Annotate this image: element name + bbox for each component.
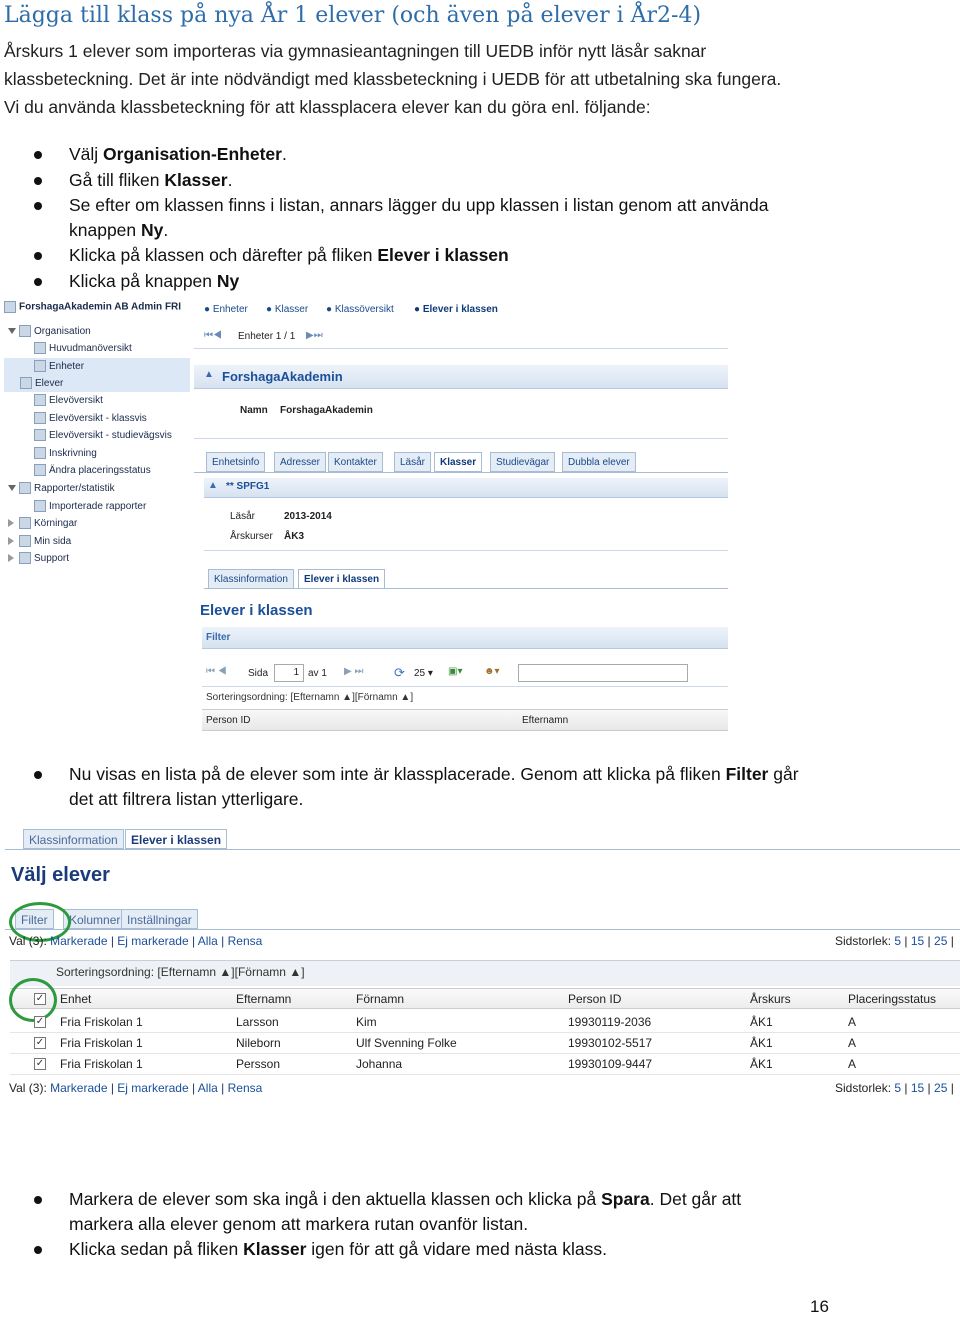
pager-bar	[194, 327, 728, 349]
tab-students-in-class[interactable]: ● Elever i klassen	[414, 304, 498, 315]
bullet	[34, 1196, 42, 1204]
table-row[interactable]	[10, 1054, 960, 1075]
folder-icon	[19, 552, 31, 564]
tab-study-paths[interactable]: Studievägar	[490, 452, 555, 472]
step-mark-students: Markera de elever som ska ingå i den aktuella klassen och klicka på Spara. Det går att markera alla elever genom att markera rutan ovanför listan.	[69, 1189, 742, 1234]
bullet	[34, 252, 42, 260]
tree-item-placement-status[interactable]: Ändra placeringsstatus	[34, 462, 151, 479]
step-click-new: Klicka på knappen Ny	[69, 271, 240, 291]
tab-class-students[interactable]: Elever i klassen	[298, 569, 385, 589]
tree-item-overview-class[interactable]: Elevöversikt - klassvis	[34, 410, 147, 427]
intro-line-2: klassbeteckning. Det är inte nödvändigt med klassbeteckning i UEDB för att utbetalning ska fungera.	[4, 69, 782, 89]
tree-item-overview[interactable]: Huvudmanöversikt	[34, 340, 132, 357]
tree-item-students[interactable]: Elever	[4, 375, 190, 392]
step-check-class: Se efter om klassen finns i listan, annars lägger du upp klassen i listan genom att använda knappen Ny.	[69, 195, 769, 240]
tab-duplicate-students[interactable]: Dubbla elever	[562, 452, 636, 472]
page-input[interactable]: 1	[274, 664, 304, 682]
row-checkbox[interactable]: ✓	[35, 1058, 45, 1069]
cell-grade: ÅK1	[750, 1015, 773, 1029]
panel-header	[194, 365, 728, 389]
page-number: 16	[810, 1297, 829, 1316]
cell-first-name: Kim	[356, 1015, 377, 1029]
page-icon	[34, 500, 46, 512]
bullet	[34, 1246, 42, 1254]
col-grade[interactable]: Årskurs	[750, 992, 791, 1006]
tab-class-info[interactable]: Klassinformation	[208, 569, 294, 589]
folder-icon	[19, 517, 31, 529]
tab-klasser[interactable]: Klasser	[434, 452, 482, 472]
screenshot-units-classes	[4, 293, 728, 738]
cell-grade: ÅK1	[750, 1057, 773, 1071]
cell-grade: ÅK1	[750, 1036, 773, 1050]
panel-body	[194, 389, 728, 439]
cell-last-name: Nileborn	[236, 1036, 281, 1050]
page-icon	[34, 447, 46, 459]
page-heading: Lägga till klass på nya År 1 elever (och även på elever i År2-4)	[4, 3, 702, 28]
cell-placement: A	[848, 1036, 857, 1050]
tab-addresses[interactable]: Adresser	[274, 452, 326, 472]
sort-bar	[10, 960, 960, 986]
link-clear[interactable]: Rensa	[227, 934, 263, 948]
collapse-icon[interactable]: ▲	[208, 480, 218, 491]
grades-value: ÅK3	[284, 531, 305, 542]
table-row[interactable]	[10, 1012, 960, 1033]
top-tab-bar	[194, 301, 728, 323]
tab-settings[interactable]: Inställningar	[121, 909, 198, 929]
col-last-name[interactable]: Efternamn	[236, 992, 292, 1006]
col-person-id[interactable]: Person ID	[568, 992, 622, 1006]
grades-label: Årskurser	[230, 531, 273, 542]
tree-item-enrollment[interactable]: Inskrivning	[34, 445, 97, 462]
collapsed-icon	[8, 519, 14, 527]
step-click-class: Klicka på klassen och därefter på fliken Elever i klassen	[69, 245, 509, 265]
class-info	[204, 499, 728, 551]
dialog-title: Välj elever	[11, 864, 110, 886]
class-tab-bar	[204, 567, 728, 589]
intro-line-3: Vi du använda klassbeteckning för att klassplacera elever kan du göra enl. följande:	[4, 97, 651, 117]
step-filter: Nu visas en lista på de elever som inte är klassplacerade. Genom att klicka på fliken Filter går det att filtrera listan ytterligare.	[69, 764, 799, 809]
table-header	[10, 988, 960, 1009]
tab-units[interactable]: ● Enheter	[204, 304, 248, 315]
step-choose-unit: Välj Organisation-Enheter.	[69, 144, 287, 164]
selection-bar-top: Val (3): Markerade | Ej markerade | Alla | Rensa Sidstorlek: 5 | 15 | 25 |	[9, 934, 954, 948]
expand-icon	[8, 485, 16, 491]
cell-first-name: Ulf Svenning Folke	[356, 1036, 457, 1050]
size-option[interactable]: 5	[894, 934, 902, 948]
collapse-icon[interactable]: ▲	[204, 369, 214, 380]
main-panel	[194, 293, 728, 738]
link-marked[interactable]: Markerade	[50, 934, 108, 948]
selection-count: Val (3):	[9, 934, 47, 948]
col-first-name[interactable]: Förnamn	[356, 992, 405, 1006]
filter-label: Filter	[206, 632, 231, 643]
first-page-icon[interactable]: ⏮◀	[204, 330, 222, 341]
cell-person-id: 19930102-5517	[568, 1036, 653, 1050]
user-icon[interactable]: ☻▾	[484, 666, 500, 677]
size-option[interactable]: 15	[910, 934, 925, 948]
selection-bar-bottom: Val (3): Markerade | Ej markerade | Alla | Rensa Sidstorlek: 5 | 15 | 25 |	[9, 1081, 954, 1095]
navigation-tree	[4, 293, 190, 576]
link-all[interactable]: Alla	[197, 934, 218, 948]
select-all-checkbox[interactable]: ✓	[35, 993, 45, 1004]
cell-unit: Fria Friskolan 1	[60, 1015, 143, 1029]
tree-item-runs[interactable]: Körningar	[8, 515, 77, 532]
name-label: Namn	[240, 405, 268, 416]
collapsed-icon	[8, 537, 14, 545]
collapsed-icon	[8, 554, 14, 562]
link-unmarked[interactable]: Ej markerade	[117, 934, 189, 948]
tree-item-support[interactable]: Support	[8, 550, 69, 567]
col-unit[interactable]: Enhet	[60, 992, 92, 1006]
cell-placement: A	[848, 1015, 857, 1029]
link-clear[interactable]: Rensa	[227, 1081, 263, 1095]
link-unmarked[interactable]: Ej markerade	[117, 1081, 189, 1095]
first-page-icon[interactable]: ⏮ ◀	[206, 666, 227, 677]
folder-icon	[19, 325, 31, 337]
intro-line-1: Årskurs 1 elever som importeras via gymnasieantagningen till UEDB inför nytt läsår saknar	[4, 41, 707, 61]
page-icon	[34, 464, 46, 476]
tab-class-overview[interactable]: ● Klassöversikt	[326, 304, 394, 315]
page-size: Sidstorlek: 5 | 15 | 25 |	[835, 934, 954, 948]
tab-unit-info[interactable]: Enhetsinfo	[206, 452, 265, 472]
folder-icon	[19, 535, 31, 547]
col-last-name[interactable]: Efternamn	[522, 715, 569, 726]
link-marked[interactable]: Markerade	[50, 1081, 108, 1095]
tab-filter[interactable]: Filter	[15, 909, 54, 929]
tab-school-year[interactable]: Läsår	[394, 452, 431, 472]
tree-item-overview-study[interactable]: Elevöversikt - studievägsvis	[34, 427, 172, 444]
page-icon	[34, 360, 46, 372]
row-checkbox[interactable]: ✓	[35, 1037, 45, 1048]
size-option[interactable]: 25	[934, 1081, 948, 1095]
tree-title[interactable]: ForshagaAkademin AB Admin FRI	[4, 301, 190, 317]
export-icon[interactable]: ▣▾	[448, 666, 463, 677]
list-toolbar	[202, 663, 728, 687]
bullet	[34, 151, 42, 159]
cell-person-id: 19930119-2036	[568, 1015, 652, 1029]
page-icon	[34, 394, 46, 406]
cell-unit: Fria Friskolan 1	[60, 1036, 143, 1050]
bullet	[34, 202, 42, 210]
size-option[interactable]: 15	[910, 1081, 925, 1095]
tree-item-organisation[interactable]: Organisation	[8, 323, 91, 340]
tab-class-students[interactable]: Elever i klassen	[125, 829, 227, 849]
class-header	[204, 478, 728, 498]
tree-item-units[interactable]: Enheter	[4, 358, 190, 375]
building-icon	[4, 301, 16, 313]
pager-text: Enheter 1 / 1	[238, 331, 296, 342]
cell-last-name: Persson	[236, 1057, 281, 1071]
bullet	[34, 177, 42, 185]
name-value: ForshagaAkademin	[280, 405, 373, 416]
page-icon	[34, 429, 46, 441]
tab-classes[interactable]: ● Klasser	[266, 304, 309, 315]
selection-count: Val (3):	[9, 1081, 47, 1095]
col-placement[interactable]: Placeringsstatus	[848, 992, 937, 1006]
row-checkbox[interactable]: ✓	[35, 1016, 45, 1027]
last-page-icon[interactable]: ▶ ⏭	[344, 666, 364, 677]
page-icon	[34, 342, 46, 354]
screenshot-select-students	[5, 822, 960, 1102]
tree-item-imported-reports[interactable]: Importerade rapporter	[34, 498, 146, 515]
cell-person-id: 19930109-9447	[568, 1057, 653, 1071]
tab-columns[interactable]: Kolumner	[63, 909, 126, 929]
page-size: Sidstorlek: 5 | 15 | 25 |	[835, 1081, 954, 1095]
class-title: ** SPFG1	[226, 481, 270, 492]
tab-contacts[interactable]: Kontakter	[328, 452, 383, 472]
cell-unit: Fria Friskolan 1	[60, 1057, 143, 1071]
folder-icon	[19, 482, 31, 494]
tree-item-student-overview[interactable]: Elevöversikt	[34, 392, 103, 409]
sort-order: Sorteringsordning: [Efternamn ▲][Förnamn ▲]	[56, 965, 305, 979]
last-page-icon[interactable]: ▶⏭	[306, 330, 323, 341]
filter-bar[interactable]	[202, 627, 728, 649]
cell-placement: A	[848, 1057, 857, 1071]
sort-order: Sorteringsordning: [Efternamn ▲][Förnamn ▲]	[206, 692, 414, 703]
cell-last-name: Larsson	[236, 1015, 279, 1029]
unit-tab-bar	[194, 449, 728, 473]
table-row[interactable]	[10, 1033, 960, 1054]
panel-title: ForshagaAkademin	[222, 369, 343, 384]
col-person-id[interactable]: Person ID	[206, 715, 251, 726]
link-all[interactable]: Alla	[197, 1081, 218, 1095]
tab-class-info[interactable]: Klassinformation	[23, 829, 124, 849]
tree-item-reports[interactable]: Rapporter/statistik	[8, 480, 115, 497]
page-size-select[interactable]: 25 ▾	[414, 668, 433, 679]
size-option[interactable]: 25	[934, 934, 948, 948]
cell-first-name: Johanna	[356, 1057, 403, 1071]
refresh-icon[interactable]: ⟳	[394, 665, 405, 680]
school-year-label: Läsår	[230, 511, 256, 522]
school-year-value: 2013-2014	[284, 511, 332, 522]
page-icon	[34, 412, 46, 424]
step-next-class: Klicka sedan på fliken Klasser igen för att gå vidare med nästa klass.	[69, 1239, 607, 1259]
search-input[interactable]	[518, 664, 688, 682]
step-classes-tab: Gå till fliken Klasser.	[69, 170, 233, 190]
tab-bar	[5, 826, 960, 850]
subtab-bar	[5, 908, 960, 930]
list-header	[202, 709, 728, 731]
expand-icon	[8, 328, 16, 334]
page-label: Sida	[248, 668, 269, 679]
folder-icon	[20, 377, 32, 389]
bullet	[34, 278, 42, 286]
bullet	[34, 771, 42, 779]
section-title: Elever i klassen	[200, 602, 313, 619]
tree-item-my-page[interactable]: Min sida	[8, 533, 71, 550]
size-option[interactable]: 5	[894, 1081, 902, 1095]
page-count: av 1	[308, 668, 327, 679]
